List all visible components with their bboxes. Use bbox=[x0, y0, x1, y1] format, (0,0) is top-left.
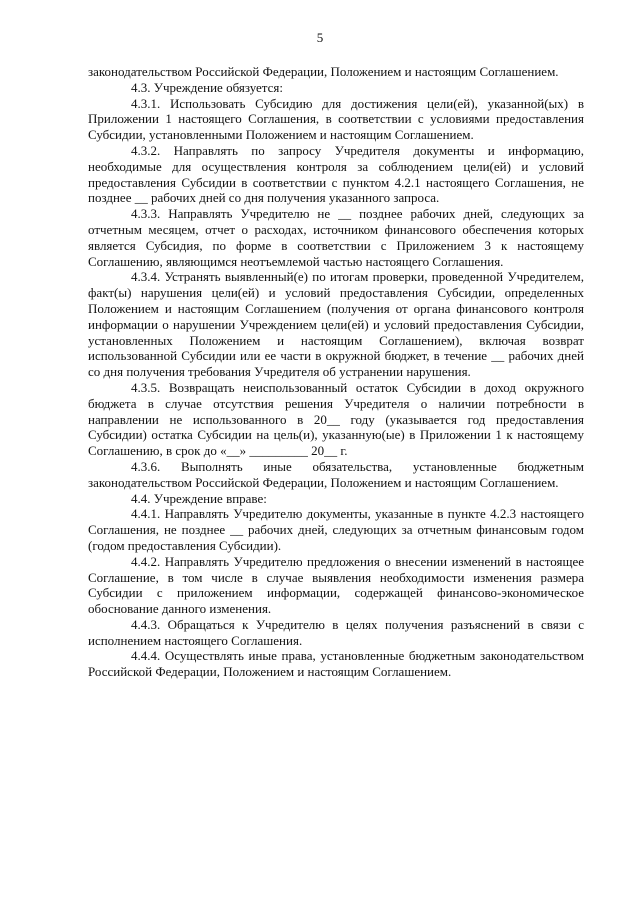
clause-4-3-4: 4.3.4. Устранять выявленный(е) по итогам проверки, проведенной Учредителем, факт(ы) нарушения цели(ей) и условий предоставления Субсидии, определенных Положением и настоящим Соглашением (получения от органа финансового контроля информации о нарушении Учреждением цели(ей) и условий предоставления Субсидии, установленных Положением и настоящим Соглашением), включая возврат использованной Субсидии или ее части в окружной бюджет, в течение __ рабочих дней со дня получения требования Учредителя об устранении нарушения. bbox=[88, 269, 584, 380]
clause-4-3-2: 4.3.2. Направлять по запросу Учредителя документы и информацию, необходимые для осуществления контроля за соблюдением цели(ей) и условий предоставления Субсидии в соответствии с пунктом 4.2.1 настоящего Соглашения, не позднее __ рабочих дней со дня получения указанного запроса. bbox=[88, 142, 584, 206]
clause-4-4-4: 4.4.4. Осуществлять иные права, установленные бюджетным законодательством Российской Федерации, Положением и настоящим Соглашением. bbox=[88, 648, 584, 680]
clause-4-3-1: 4.3.1. Использовать Субсидию для достижения цели(ей), указанной(ых) в Приложении 1 настоящего Соглашения, в соответствии с условиями предоставления Субсидии, установленными Положением и настоящим Соглашением. bbox=[88, 95, 584, 143]
clause-4-4-2: 4.4.2. Направлять Учредителю предложения о внесении изменений в настоящее Соглашение, в том числе в случае выявления необходимости изменения размера Субсидии с приложением информации, содержащей финансово-экономическое обоснование данного изменения. bbox=[88, 553, 584, 617]
page-number: 5 bbox=[316, 30, 324, 45]
section-4-4-heading: 4.4. Учреждение вправе: bbox=[131, 490, 267, 506]
clause-4-3-5: 4.3.5. Возвращать неиспользованный остаток Субсидии в доход окружного бюджета в случае отсутствия решения Учредителя о наличии потребности в направлении не использованного в 20__ году (указывается год предоставления Субсидии) остатка Субсидии на цель(и), указанную(ые) в Приложении 1 к настоящему Соглашению, в срок до «__» _________ 20__ г. bbox=[88, 379, 584, 459]
clause-4-3-6: 4.3.6. Выполнять иные обязательства, установленные бюджетным законодательством Российской Федерации, Положением и настоящим Соглашением. bbox=[88, 458, 584, 490]
clause-4-3-3: 4.3.3. Направлять Учредителю не __ позднее рабочих дней, следующих за отчетным месяцем, отчет о расходах, источником финансового обеспечения которых является Субсидия, по форме в соответствии с Приложением 3 к настоящему Соглашению, являющимся неотъемлемой частью настоящего Соглашения. bbox=[88, 206, 584, 269]
section-4-3-heading: 4.3. Учреждение обязуется: bbox=[131, 79, 283, 95]
document-body bbox=[88, 64, 584, 680]
clause-4-4-1: 4.4.1. Направлять Учредителю документы, указанные в пункте 4.2.3 настоящего Соглашения, не позднее __ рабочих дней, следующих за отчетным финансовым годом (годом предоставления Субсидии). bbox=[88, 506, 584, 553]
clause-4-4-3: 4.4.3. Обращаться к Учредителю в целях получения разъяснений в связи с исполнением настоящего Соглашения. bbox=[88, 616, 584, 648]
paragraph-continuation: законодательством Российской Федерации, Положением и настоящим Соглашением. bbox=[88, 64, 559, 79]
